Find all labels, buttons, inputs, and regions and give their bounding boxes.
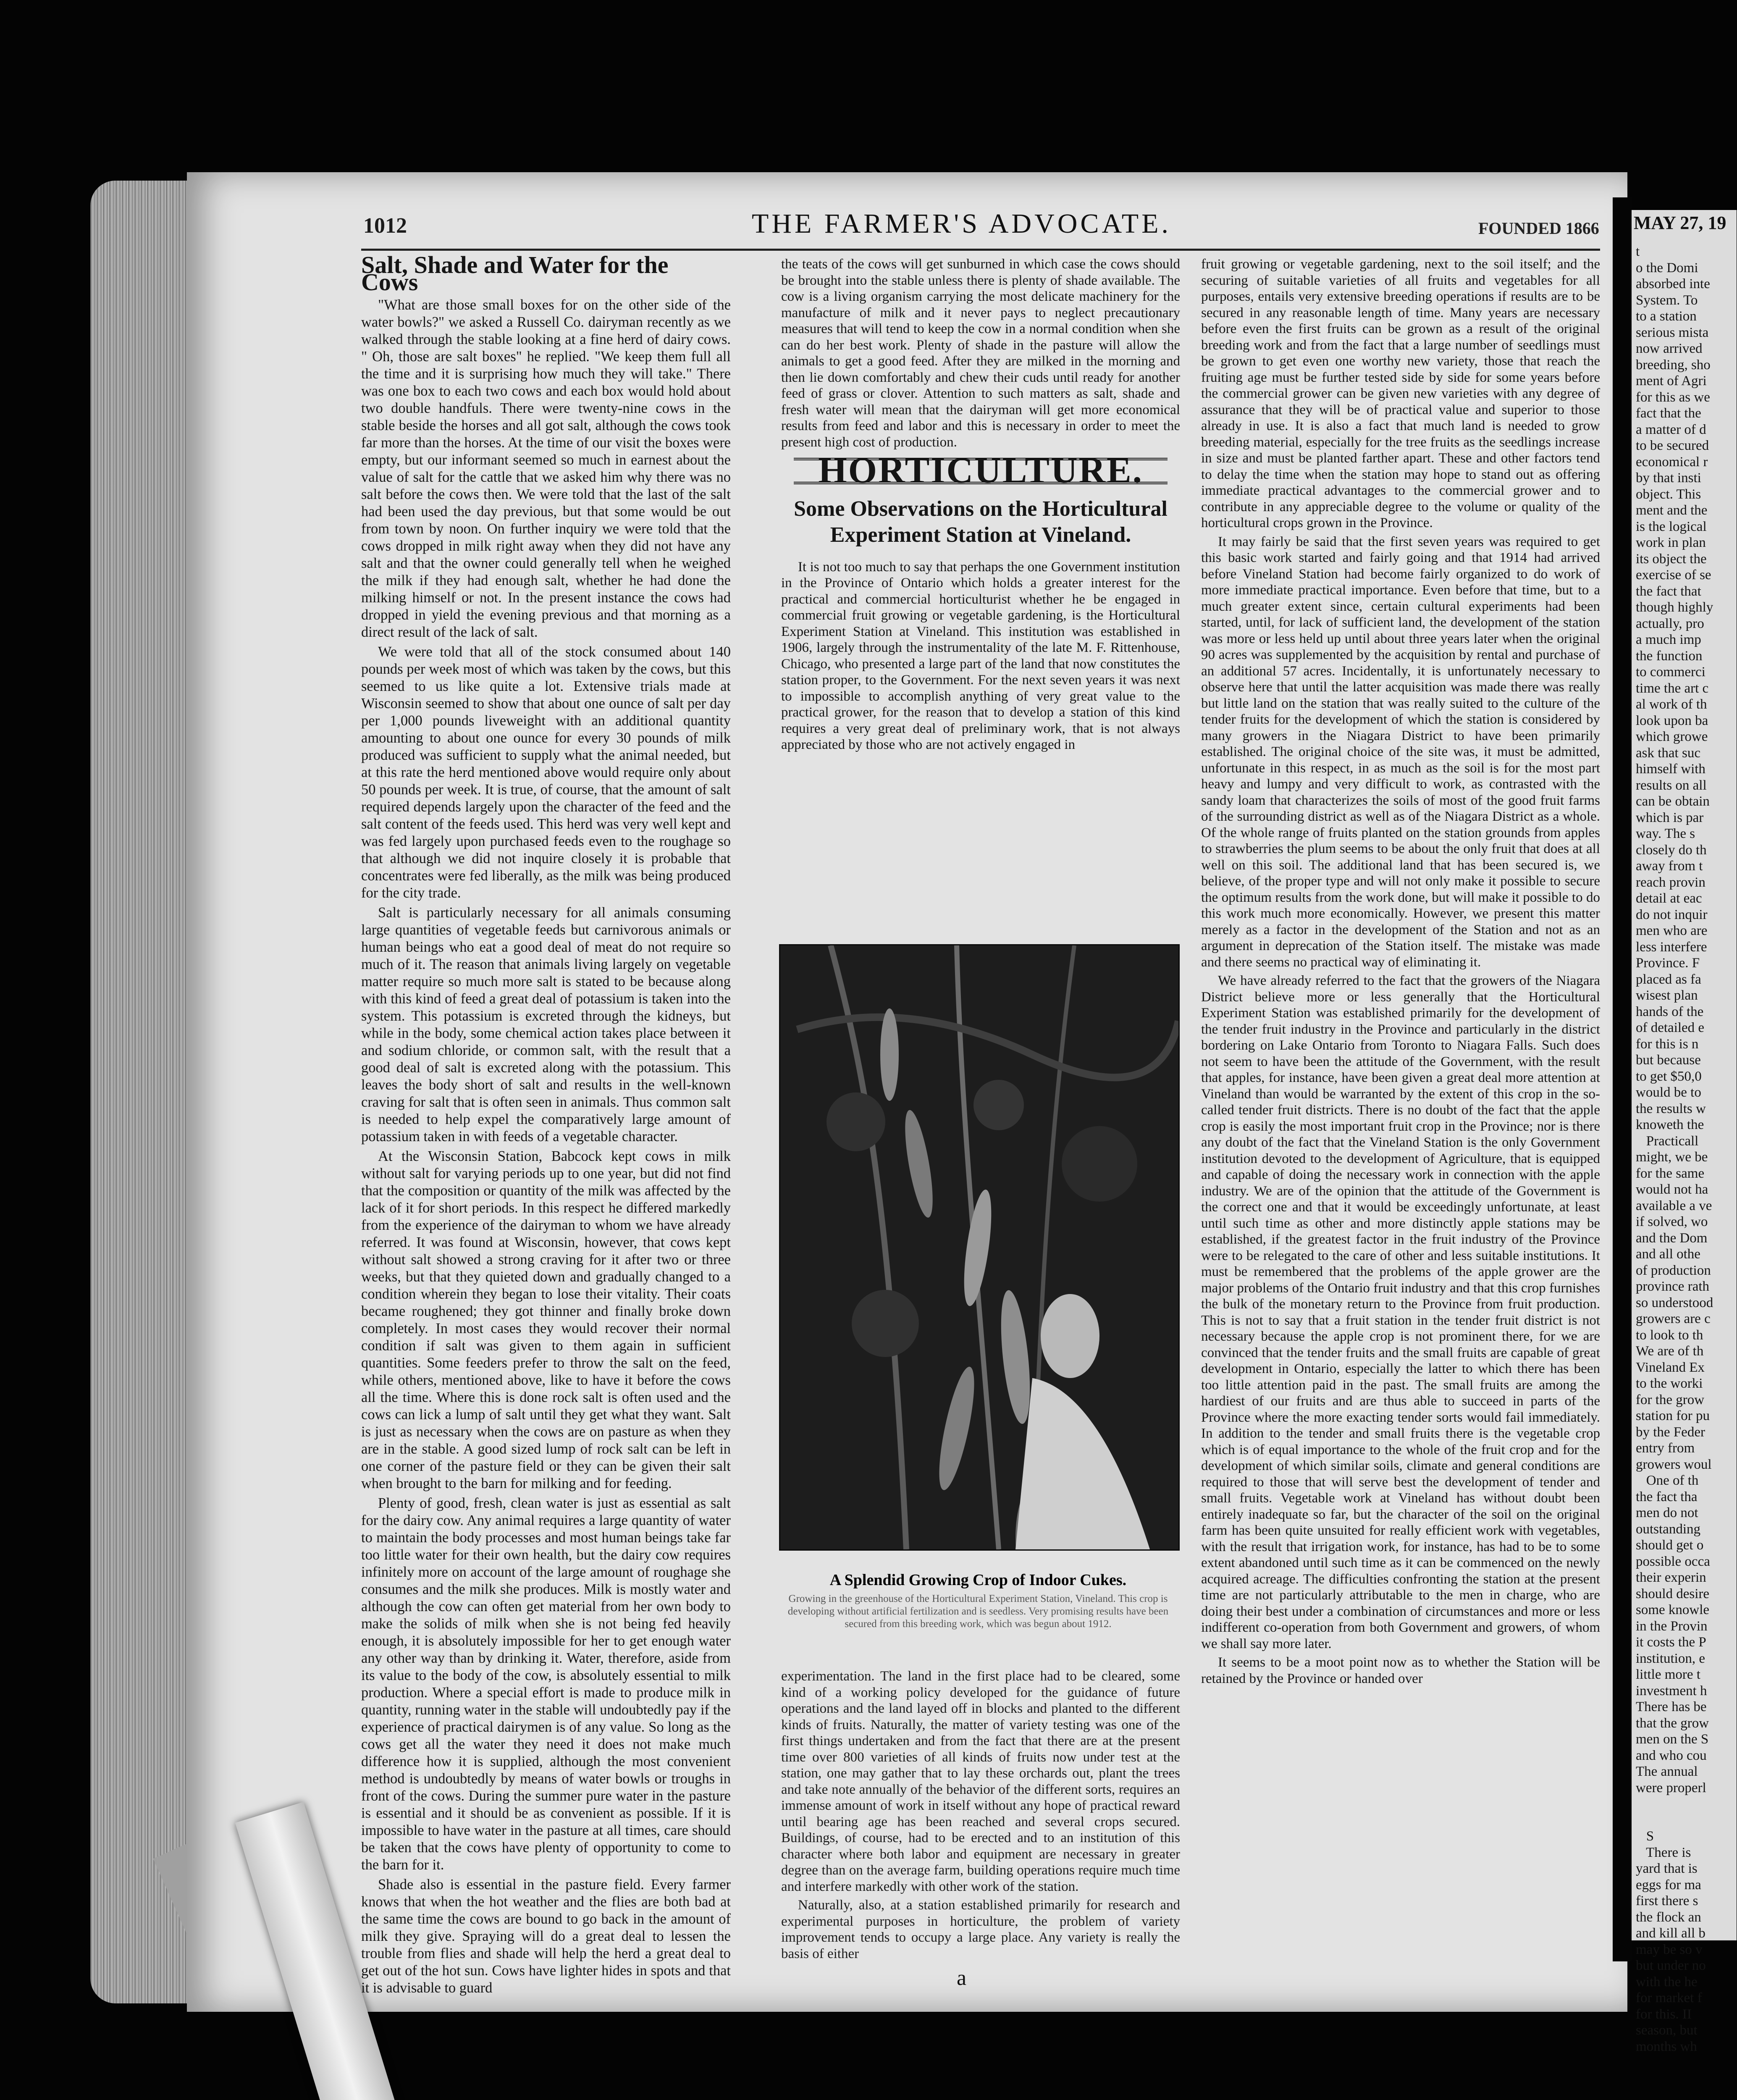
- column-left: [361, 251, 731, 1999]
- paragraph: fruit growing or vegetable gardening, next to the soil itself; and the securing of suitable varieties of all fruits and vegetables for all purposes, entails very extensive breeding operations if results are to be secured in any reasonable length of time. Many years are necessary before even the first fruits can be grown as a result of the original breeding work and from the fact that a large number of seedlings must be grown to get even one worthy new variety, those that reach the fruiting age must be further tested side by side for some years before the commercial grower can be given new varieties with any degree of assurance that they will be of practical value and superior to those already in use. It is also a fact that much land is needed to grow breeding material, especially for the tree fruits as the seedlings increase in size and must be planted farther apart. These and other factors tend to delay the time when the station may hope to stand out as offering immediate practical advantages to the commercial grower and to contribute in any appreciable degree to the volume or quality of the horticultural crops grown in the Province.: [1201, 257, 1600, 530]
- paragraph: At the Wisconsin Station, Babcock kept cows in milk without salt for varying periods up to one year, but did not find that the composition or quantity of the milk was affected by the lack of it for short periods. In this respect he differed markedly from the experience of the dairyman to whom we have already referred. It was found at Wisconsin, however, that cows kept without salt showed a strong craving for it after two or three weeks, but that they quieted down and gradually changed to a condition wherein they began to lose their vitality. Their coats became roughened; they got thinner and finally broke down completely. In most cases they would recover their normal condition if salt was given to them again in sufficient quantities. Some feeders prefer to throw the salt on the feed, while others, mentioned above, like to have it before the cows all the time. Where this is done rock salt is often used and the cows can lick a lump of salt until they get what they want. Salt is just as necessary when the cows are on pasture as when they are in the stable. A good sized lump of rock salt can be left in one corner of the pasture field or they can be given their salt when brought to the barn for milking and for feeding.: [361, 1148, 731, 1491]
- paragraph: experimentation. The land in the first place had to be cleared, some kind of a working policy developed for the guidance of future operations and the land layed off in blocks and planted to the different kinds of fruits. Naturally, the matter of variety testing was one of the first things undertaken and from the fact that there are at the present time over 800 varieties of all kinds of fruits now under test at the station, one may gather that to lay these orchards out, plant the trees and take note annually of the behavior of the different sorts, requires an immense amount of work in itself without any hope of practical reward until bearing age has been reached and several crops secured. Buildings, of course, had to be erected and to an institution of this character where both labor and equipment are necessary in greater degree than on the average farm, building operations require much time and interfere markedly with other work of the station.: [781, 1669, 1180, 1894]
- article-title-salt-shade-water: Salt, Shade and Water for the Cows: [361, 251, 669, 296]
- header-rule: [361, 249, 1600, 251]
- paragraph: Naturally, also, at a station established primarily for research and experimental purposes in horticulture, the problem of variety improvement tends to occupy a large place. Any variety is really the basis of either: [781, 1898, 1180, 1961]
- paragraph: It may fairly be said that the first seven years was required to get this basic work started and fairly going and that 1914 had arrived before Vineland Station had become fairly organized to do work of more immediate practical importance. Even before that time, but to a much greater extent since, certain cultural experiments had been started, until, for lack of sufficient land, the development of the station was more or less held up until about three years later when the original 90 acres was supplemented by the acquisition by rental and purchase of an additional 57 acres. Incidentally, it is unfortunately necessary to observe here that until the latter acquisition was made there was really but little land on the station that was really suited to the culture of the tender fruits for the development of which the station is considered by many growers in the Niagara District to have been primarily established. The original choice of the site was, it must be admitted, unfortunate in this respect, in as much as the soil is for the most part heavy and lumpy and very difficult to work, as contrasted with the sandy loam that characterizes the soils of most of the good fruit farms of the surrounding district as well as of the Niagara District as a whole. Of the whole range of fruits planted on the station grounds from apples to strawberries the plum seems to be about the only fruit that does at all well on this soil. The additional land that has been secured is, we believe, of the proper type and will not only make it possible to secure the optimum results from the work done, but will make it possible to do this work much more economically. However, we present this matter merely as a factor in the development of the Station and not as an argument in deprecation of the Station itself. The mistake was made and there seems no practical way of eliminating it.: [1201, 534, 1600, 970]
- paragraph: We have already referred to the fact that the growers of the Niagara District believe more or less generally that the Horticultural Experiment Station was established primarily for the development of the tender fruit industry in the Province and particularly in the district bordering on Lake Ontario from Toronto to Niagara Falls. Such does not seem to have been the attitude of the Government, with the result that apples, for instance, have been given a great deal more attention at Vineland than would be warranted by the extent of this crop in the so-called tender fruit districts. There is no doubt of the fact that the apple crop is easily the most important fruit crop in the Province; nor is there any doubt of the fact that the Vineland Station is the only Government institution devoted to the development of Agriculture, that is equipped and capable of doing the necessary work in connection with the apple industry. We are of the opinion that the attitude of the Government is the correct one and that it would be exceedingly unfortunate, at least until such time as other and more distinctly apple stations may be established, if the greatest factor in the fruit industry of the Province were to be relegated to the care of other and less suitable institutions. It must be remembered that the problems of the apple grower are the major problems of the Ontario fruit industry and that this crop furnishes the bulk of the monetary return to the Province from fruit production. This is not to say that a fruit station in the tender fruit district is not necessary because the apple crop is not prominent there, for we are convinced that the tender fruits and the small fruits are capable of great development in Ontario, especially the latter to which there has been too little attention paid in the past. The small fruits are among the hardiest of our fruits and are thus able to succeed in parts of the Province where the more exacting tender sorts would fail immediately. In addition to the tender and small fruits there is the vegetable crop which is of equal importance to the whole of the fruit crop and for the development of which similar soils, climate and general conditions are required to those that will serve best the development of tender and small fruits. Vegetable work at Vineland has without doubt been entirely inadequate so far, but the character of the soil on the original farm has been quite unsuited for really efficient work with vegetables, with the result that irrigation work, for instance, has had to be to some extent abandoned until such time as it can be commenced on the newly acquired acreage. The difficulties confronting the station at the present time are not particularly attributable to the men in charge, who are doing their best under a combination of circumstances and more or less indifferent co-operation from both Government and growers, of whom we shall say more later.: [1201, 973, 1600, 1651]
- photo-caption: [779, 1571, 1177, 1630]
- photo-caption-title: A Splendid Growing Crop of Indoor Cukes.: [829, 1571, 1127, 1589]
- section-heading-horticulture: HORTICULTURE.: [794, 458, 1168, 484]
- paragraph: It is not too much to say that perhaps the one Government institution in the Province of Ontario which holds a greater interest for the practical and commercial horticulturist whether he be engaged in commercial fruit growing or vegetable gardening, is the Horticultural Experiment Station at Vineland. This institution was established in 1906, largely through the instrumentality of the late M. F. Rittenhouse, Chicago, who presented a large part of the land that now constitutes the station proper, to the Government. For the next seven years it was next to impossible to accomplish anything of very great value to the practical grower, for the reason that to develop a station of this kind requires a very great deal of preliminary work, that is not always appreciated by those who are not actively engaged in: [781, 559, 1180, 752]
- article-title-vineland: Some Observations on the Horticultural Experiment Station at Vineland.: [794, 496, 1168, 547]
- paragraph: the teats of the cows will get sunburned in which case the cows should be brought into the stable unless there is plenty of shade available. The cow is a living organism carrying the most delicate machinery for the manufacture of milk and it never pays to neglect precautionary measures that will tend to keep the cow in a normal condition when she can do her best work. Plenty of shade in the pasture will allow the animals to get a good feed. After they are milked in the morning and then lie down comfortably and chew their cuds until ready for another feed of grass or clover. Attention to such matters as salt, shade and fresh water will mean that the dairyman will get more economical results from feed and labor and this is necessary in order to meet the present high cost of production.: [781, 257, 1180, 450]
- column-middle-lower: [781, 1668, 1180, 1964]
- page-number: 1012: [363, 214, 407, 238]
- photo-caption-body: Growing in the greenhouse of the Horticultural Experiment Station, Vineland. This crop is developing without artificial fertilization and is seedless. Very promising results have been secured from this breeding work, which was begun about 1912.: [787, 1593, 1169, 1630]
- photo-illustration: [780, 945, 1178, 1549]
- next-page-date: MAY 27, 19: [1634, 213, 1727, 233]
- book-gutter: [1613, 197, 1632, 1961]
- paragraph: Plenty of good, fresh, clean water is just as essential as salt for the dairy cow. Any animal requires a large quantity of water to maintain the body processes and most human beings take far too little water for their own health, but the dairy cow requires infinitely more on account of the large amount of roughage she consumes and the milk she produces. Milk is mostly water and although the cow can often get material from her own body to make the solids of milk when she is not being fed heavily enough, it is absolutely impossible for her to get enough water any other way than by drinking it. Water, therefore, aside from its value to the body of the cow, is absolutely essential to milk production. Where a special effort is made to produce milk in quantity, running water in the stable will undoubtedly pay if the experience of practical dairymen is of any value. So long as the cows get all the water they need it does not make much difference how it is supplied, although the most convenient method is undoubtedly by means of water bowls or troughs in front of the cows. During the summer pure water in the pasture is essential and it should be as convenient as possible. If it is impossible to have water in the pasture at all times, care should be taken that the cows have plenty of opportunity to come to the barn for it.: [361, 1495, 731, 1873]
- founded-note: FOUNDED 1866: [1478, 219, 1599, 238]
- masthead: THE FARMER'S ADVOCATE.: [752, 208, 1171, 239]
- paragraph: Shade also is essential in the pasture field. Every farmer knows that when the hot weather and the flies are both bad at the same time the cows are bound to go back in the amount of milk they give. Spraying will do a great deal to lessen the trouble from flies and shade will help the herd a great deal to get out of the hot sun. Cows have lighter hides in spots and that it is advisable to guard: [361, 1877, 731, 1996]
- column-right: [1201, 256, 1600, 1689]
- paragraph: "What are those small boxes for on the other side of the water bowls?" we asked a Russell Co. dairyman recently as we walked through the stable looking at a fine herd of dairy cows. " Oh, those are salt boxes" he replied. "We keep them full all the time and it is surprising how much they will take." There was one box to each two cows and each box would hold about two double handfuls. There were twenty-nine cows in the stable beside the horses and all got salt, although the cows took far more than the horses. At the time of our visit the boxes were empty, but our informant seemed so much in earnest about the value of salt for the cattle that we asked him why there was no salt before the cows then. We were told that the last of the salt had been used the day previous, but that some would be out from town by noon. On further inquiry we were told that the cows dropped in milk right away when they did not have any salt and that the owner could generally tell when he weighed the milk if they had enough salt, whether he had done the milking himself or not. In the present instance the cows had dropped in yield the evening previous and that morning as a direct result of the lack of salt.: [361, 297, 731, 640]
- page-signature-letter: a: [957, 1966, 967, 1990]
- paragraph: Salt is particularly necessary for all animals consuming large quantities of vegetable feeds but carnivorous animals or human beings who eat a good deal of meat do not require so much of it. The reason that animals living largely on vegetable matter require so much more salt is stated to be because along with this kind of feed a great deal of potassium is taken into the system. This potassium is excreted through the kidneys, but while in the body, some chemical action takes place between it and sodium chloride, or common salt, with the result that a good deal of salt is excreted along with the potassium. This leaves the body short of salt and results in the well-known craving for salt that is often seen in animals. Thus common salt is needed to help expel the comparatively large amount of potassium taken in with feeds of a vegetable character.: [361, 905, 731, 1144]
- book-page-edges: [90, 181, 189, 2003]
- paragraph: We were told that all of the stock consumed about 140 pounds per week most of which was taken by the cows, but this seemed to us like quite a lot. Extensive trials made at Wisconsin seemed to show that about one ounce of salt per day per 1,000 pounds liveweight with an additional quantity amounting to about one ounce for every 30 pounds of milk produced was sufficient to supply what the animal needed, but at this rate the herd mentioned above would require only about 50 pounds per week. It is true, of course, that the amount of salt required depends largely upon the character of the feed and the salt content of the feeds used. This herd was very well kept and was fed largely upon purchased feeds even to the roughage so that although we did not inquire closely it is probable that concentrates were fed liberally, as the milk was being produced for the city trade.: [361, 644, 731, 901]
- next-page-column-fragment: t o the Domi absorbed inte System. To to a station serious mista now arrived breeding, sho ment of Agri for this as we fact that the a matter of d to be secured economical r by that insti object. This ment and the is the logical work in plan its object the exercise of se the fact that though highly actually, pro a much imp the function to commerci time the art c al work of th look upon ba which growe ask that suc himself with results on all can be obtain which is par way. The s closely do th away from t reach provin detail at eac do not inquir men who are less interfere Province. F placed as fa wisest plan hands of the of detailed e for this is n but because to get $50,0 would be to the results w knoweth the Practicall might, we be for the same would not ha available a ve if solved, wo and the Dom and all othe of production province rath so understood growers are c to look to th We are of th Vineland Ex to the worki for the grow station for pu by the Feder entry from growers woul One of th the fact tha men do not outstanding should get o possible occa their experin should desire some knowle in the Provin it costs the P institution, e little more t investment h There has be that the grow men on the S and who cou The annual were properl S There is yard that is eggs for ma first there s the flock an and kill all b may be so v but under no with the he for market f for this. II season, but months wh: [1636, 244, 1713, 2054]
- paragraph: It seems to be a moot point now as to whether the Station will be retained by the Province or handed over: [1201, 1655, 1600, 1686]
- column-middle: [781, 256, 1180, 756]
- cucumber-greenhouse-photo: [779, 944, 1180, 1551]
